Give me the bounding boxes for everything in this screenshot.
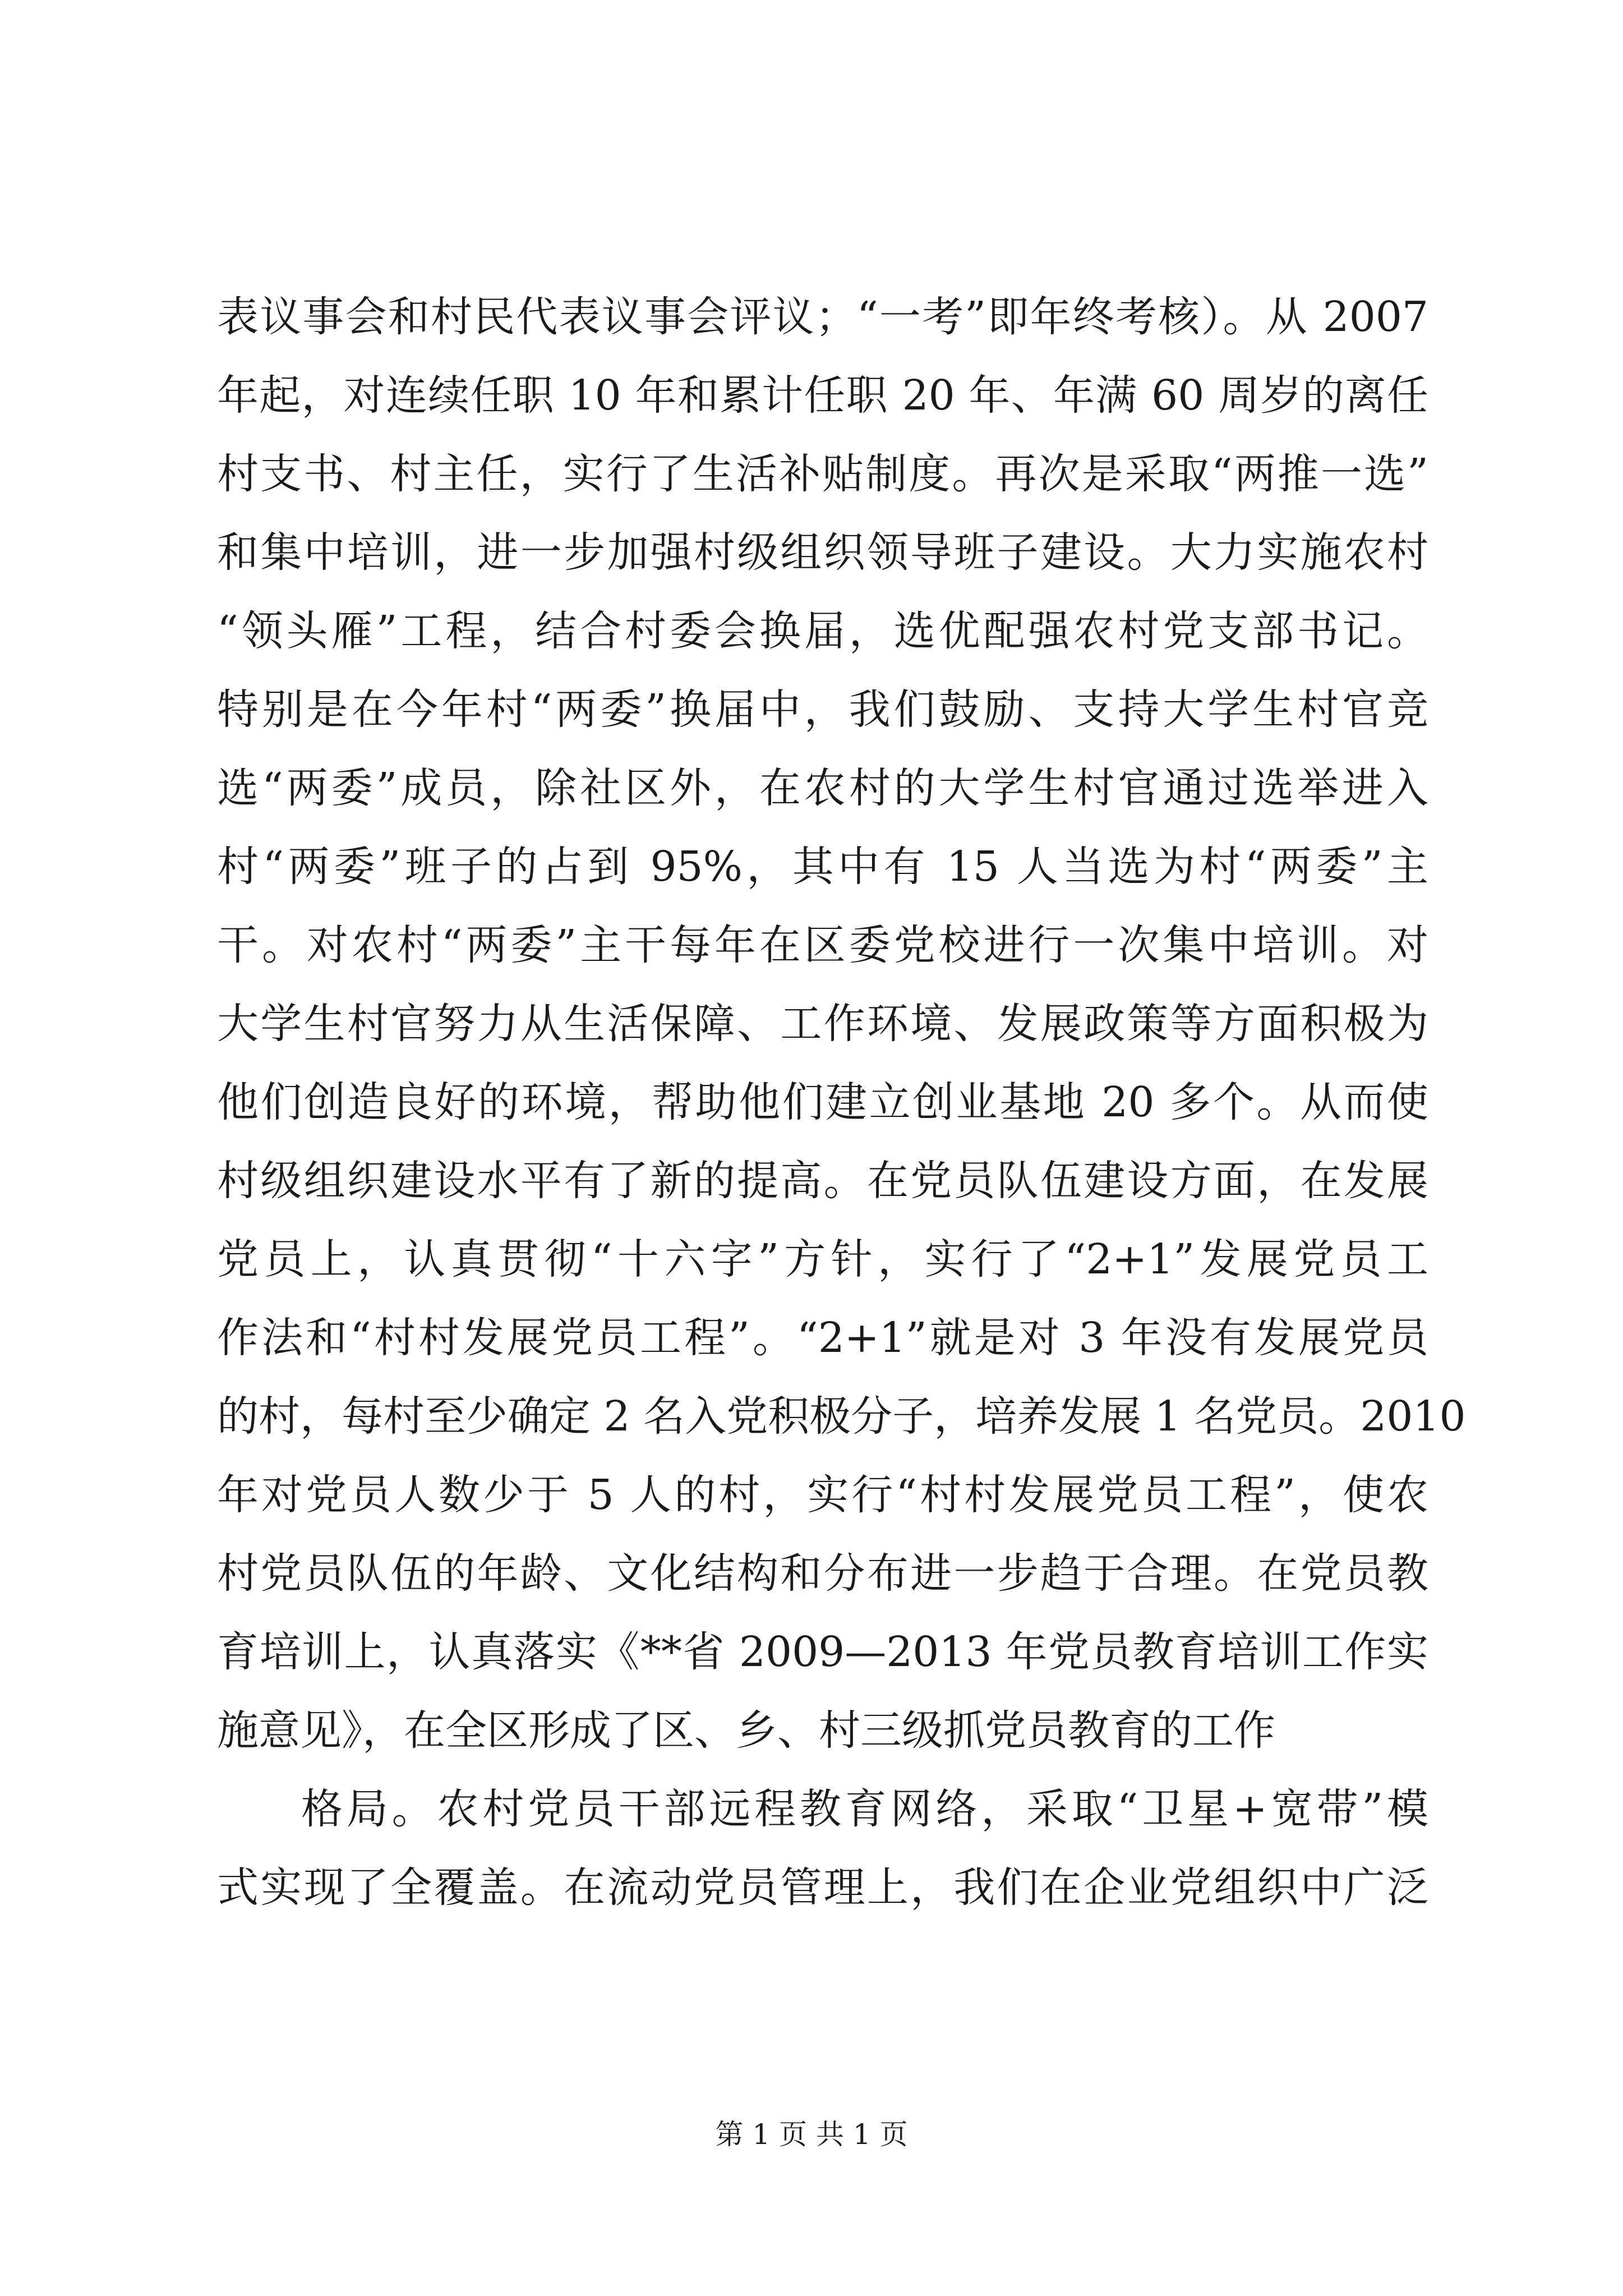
text-line: 式实现了全覆盖。在流动党员管理上，我们在企业党组织中广泛: [217, 1864, 1428, 1912]
text-line: “领头雁”工程，结合村委会换届，选优配强农村党支部书记。: [217, 607, 1428, 655]
text-line: 村级组织建设水平有了新的提高。在党员队伍建设方面，在发展: [217, 1157, 1428, 1205]
text-line: 党员上，认真贯彻“十六字”方针，实行了“2+1”发展党员工: [217, 1235, 1428, 1283]
text-line: 村党员队伍的年龄、文化结构和分布进一步趋于合理。在党员教: [217, 1549, 1428, 1598]
page-footer: 第 1 页 共 1 页: [715, 2118, 908, 2151]
text-line: 和集中培训，进一步加强村级组织领导班子建设。大力实施农村: [217, 528, 1428, 577]
text-line: 年起，对连续任职 10 年和累计任职 20 年、年满 60 周岁的离任: [217, 371, 1428, 420]
text-line: 干。对农村“两委”主干每年在区委党校进行一次集中培训。对: [217, 921, 1428, 969]
text-line: 作法和“村村发展党员工程”。“2+1”就是对 3 年没有发展党员: [217, 1314, 1428, 1362]
text-line: 大学生村官努力从生活保障、工作环境、发展政策等方面积极为: [217, 1000, 1428, 1048]
text-line: 选“两委”成员，除社区外，在农村的大学生村官通过选举进入: [217, 764, 1428, 812]
text-line: 年对党员人数少于 5 人的村，实行“村村发展党员工程”，使农: [217, 1471, 1428, 1519]
text-line: 施意见》，在全区形成了区、乡、村三级抓党员教育的工作: [217, 1706, 1275, 1755]
text-line: 村支书、村主任，实行了生活补贴制度。再次是采取“两推一选”: [217, 450, 1428, 498]
text-line: 他们创造良好的环境，帮助他们建立创业基地 20 多个。从而使: [217, 1078, 1428, 1126]
text-line: 村“两委”班子的占到 95%，其中有 15 人当选为村“两委”主: [217, 843, 1428, 891]
text-line: 育培训上，认真落实《**省 2009—2013 年党员教育培训工作实: [217, 1628, 1428, 1676]
text-line: 格局。农村党员干部远程教育网络，采取“卫星+宽带”模: [301, 1785, 1428, 1833]
text-line: 的村，每村至少确定 2 名入党积极分子，培养发展 1 名党员。2010: [217, 1392, 1466, 1441]
text-line: 特别是在今年村“两委”换届中，我们鼓励、支持大学生村官竞: [217, 685, 1428, 734]
text-line: 表议事会和村民代表议事会评议；“一考”即年终考核）。从 2007: [217, 293, 1428, 341]
